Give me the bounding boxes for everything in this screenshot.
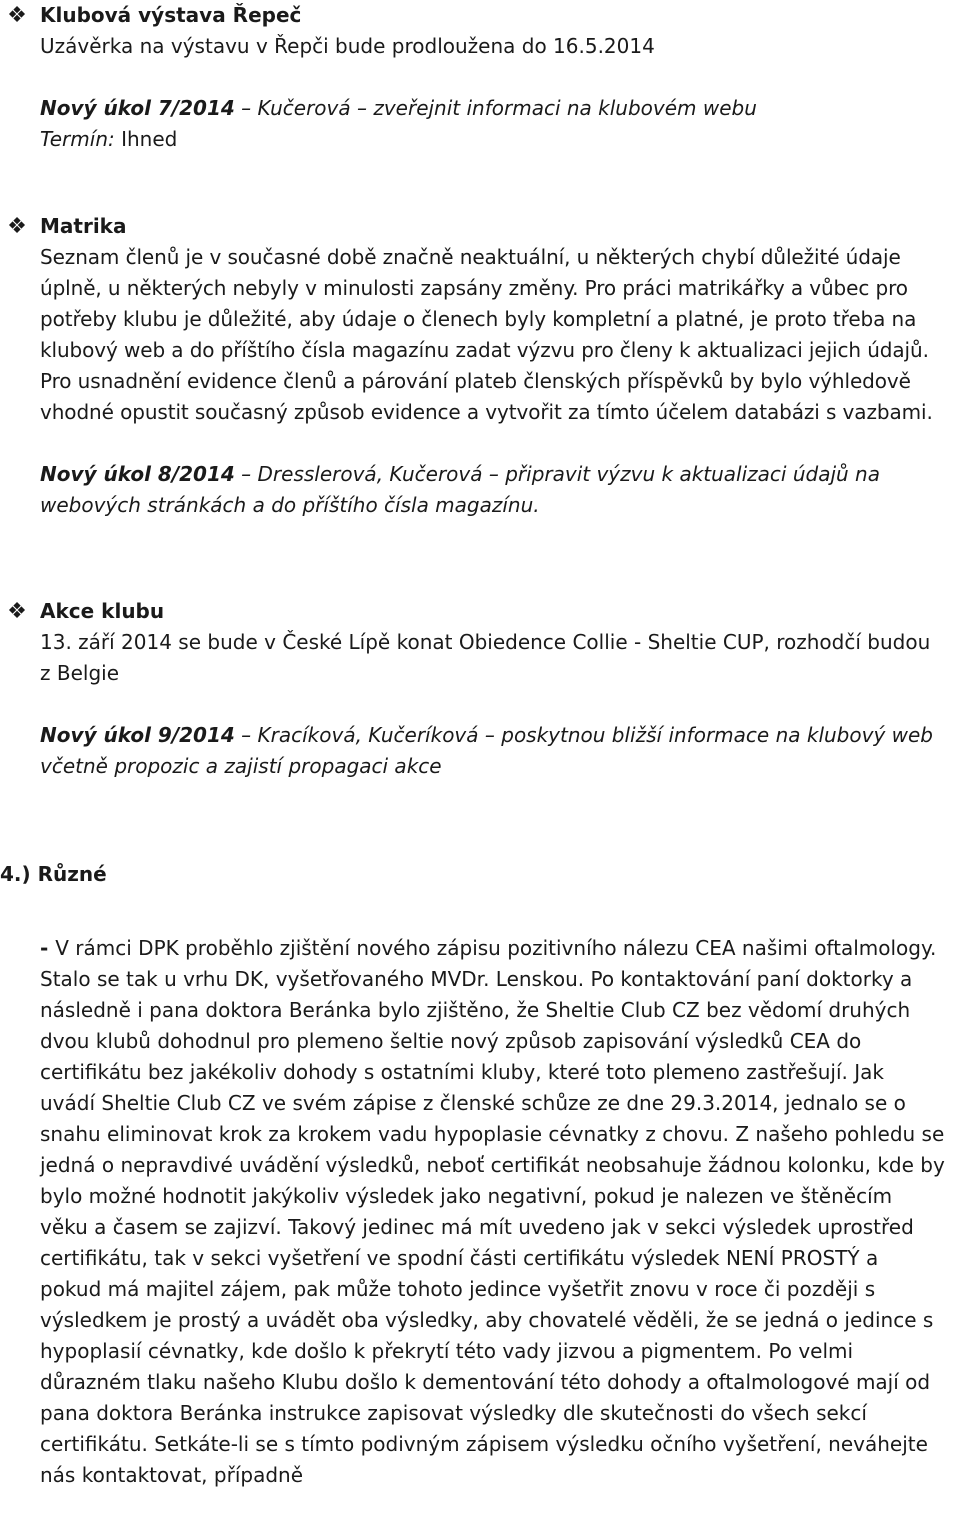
text-part-b: Pro práci matrikářky a vůbec pro potřeby klubu je důležité, aby údaje o členech byly kompletní a platné, je proto třeba na klubový web a do příštího čísla magazínu zadat výzvu pro členy k aktualizaci jejich údajů.	[40, 276, 929, 362]
task-label: Nový úkol 8/2014	[40, 462, 235, 486]
diamond-bullet-icon: ❖	[7, 214, 27, 239]
task-paragraph	[0, 93, 945, 155]
section-matrika	[0, 211, 945, 521]
section-heading	[0, 211, 945, 242]
task-paragraph	[0, 720, 945, 782]
text-part-a: Seznam členů je v současné době značně neaktuální, u některých chybí důležité údaje úplně, u některých nebyly v minulosti zapsány změny.	[40, 245, 901, 300]
section-title: Klubová výstava Řepeč	[40, 3, 302, 27]
task-paragraph	[0, 459, 945, 521]
section-heading	[0, 0, 945, 31]
section-text: Uzávěrka na výstavu v Řepči bude prodloužena do 16.5.2014	[40, 34, 655, 58]
task-text: – Dresslerová, Kučerová – připravit výzvu k aktualizaci údajů na webových stránkách a do příštího čísla magazínu.	[40, 462, 880, 517]
task-text: – Kracíková, Kučeríková – poskytnou bližší informace na klubový web včetně propozic a zajistí propagaci akce	[40, 723, 933, 778]
deadline-value: Ihned	[114, 127, 178, 151]
dash-marker: -	[40, 936, 56, 960]
section-heading-ruzne: 4.) Různé	[0, 862, 107, 886]
section-title: Matrika	[40, 214, 127, 238]
section-klubova-vystava	[0, 0, 945, 155]
diamond-bullet-icon: ❖	[7, 599, 27, 624]
task-label: Nový úkol 7/2014	[40, 96, 235, 120]
section-text: 13. září 2014 se bude v České Lípě konat Obiedence Collie - Sheltie CUP, rozhodčí budou z Belgie	[40, 630, 931, 685]
ruzne-text: V rámci DPK proběhlo zjištění nového zápisu pozitivního nálezu CEA našimi oftalmology. Stalo se tak u vrhu DK, vyšetřovaného MVDr. Lenskou. Po kontaktování paní doktorky a následně i pana doktora Beránka bylo zjištěno, že Sheltie Club CZ bez vědomí druhých dvou klubů dohodnul pro plemeno šeltie nový způsob zapisování výsledků CEA do certifikátu bez jakékoliv dohody s ostatními kluby, které toto plemeno zastřešují. Jak uvádí Sheltie Club CZ ve svém zápise z členské schůze ze dne 29.3.2014, jednalo se o snahu eliminovat krok za krokem vadu hypoplasie cévnatky z chovu. Z našeho pohledu se jedná o nepravdivé uvádění výsledků, neboť certifikát neobsahuje žádnou kolonku, kde by bylo možné hodnotit jakýkoliv výsledek jako negativní, pokud je nalezen ve štěněcím věku a časem se zajizví. Takový jedinec má mít uvedeno jak v sekci výsledek uprostřed certifikátu, tak v sekci vyšetření ve spodní části certifikátu výsledek NENÍ PROSTÝ a pokud má majitel zájem, pak může tohoto jedince vyšetřit znovu v roce či později s výsledkem je prostý a uvádět oba výsledky, aby chovatelé věděli, že se jedná o jedince s hypoplasií cévnatky, kde došlo k překrytí této vady jizvou a pigmentem. Po velmi důrazném tlaku našeho Klubu došlo k dementování této dohody a oftalmologové mají od pana doktora Beránka instrukce zapisovat výsledky dle skutečnosti do všech sekcí certifikátu. Setkáte-li se s tímto podivným zápisem výsledku očního vyšetření, neváhejte nás kontaktovat, případně	[40, 936, 945, 1487]
section-akce-klubu	[0, 596, 945, 782]
section-text	[0, 242, 945, 428]
section-heading	[0, 596, 945, 627]
text-part-c: Pro usnadnění evidence členů a párování plateb členských příspěvků by bylo výhledově vhodné opustit současný způsob evidence a vytvořit za tímto účelem databázi s vazbami.	[40, 369, 933, 424]
section-text	[0, 933, 945, 1491]
task-text: – Kučerová – zveřejnit informaci na klubovém webu	[234, 96, 757, 120]
deadline-label: Termín:	[40, 127, 115, 151]
section-title: Akce klubu	[40, 599, 165, 623]
section-ruzne	[0, 933, 945, 1491]
diamond-bullet-icon: ❖	[7, 3, 27, 28]
task-label: Nový úkol 9/2014	[40, 723, 235, 747]
